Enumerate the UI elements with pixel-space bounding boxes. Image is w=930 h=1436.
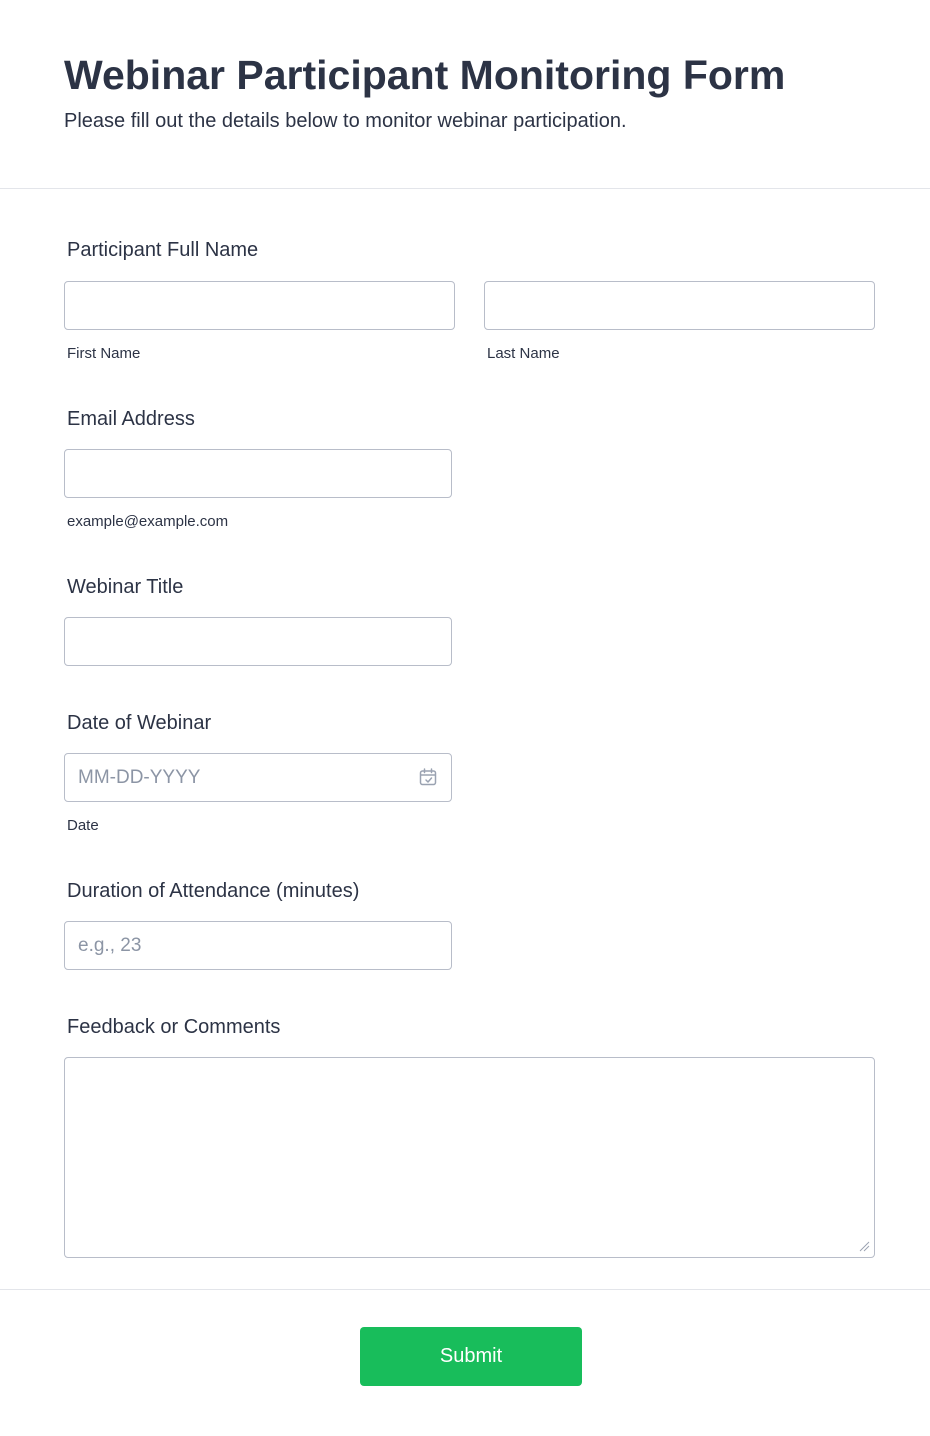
submit-button[interactable]: Submit [360,1327,582,1386]
date-label: Date of Webinar [67,712,212,734]
calendar-icon[interactable] [418,767,438,787]
email-input[interactable] [64,449,452,498]
form-header [0,0,930,189]
email-sublabel: example@example.com [67,513,229,530]
form-title: Webinar Participant Monitoring Form [64,52,786,98]
webinar-title-input[interactable] [64,617,452,666]
duration-input[interactable] [64,921,452,970]
date-input[interactable] [64,753,452,802]
last-name-input[interactable] [484,281,875,330]
email-label: Email Address [67,408,195,430]
first-name-sublabel: First Name [67,345,141,362]
date-sublabel: Date [67,817,99,834]
feedback-textarea[interactable] [64,1057,875,1258]
resize-handle-icon[interactable] [858,1240,870,1252]
webinar-title-label: Webinar Title [67,576,184,598]
full-name-label: Participant Full Name [67,239,259,261]
duration-label: Duration of Attendance (minutes) [67,880,360,902]
feedback-label: Feedback or Comments [67,1016,281,1038]
form-subtitle: Please fill out the details below to monitor webinar participation. [64,110,627,132]
footer-divider [0,1289,930,1290]
first-name-input[interactable] [64,281,455,330]
last-name-sublabel: Last Name [487,345,560,362]
